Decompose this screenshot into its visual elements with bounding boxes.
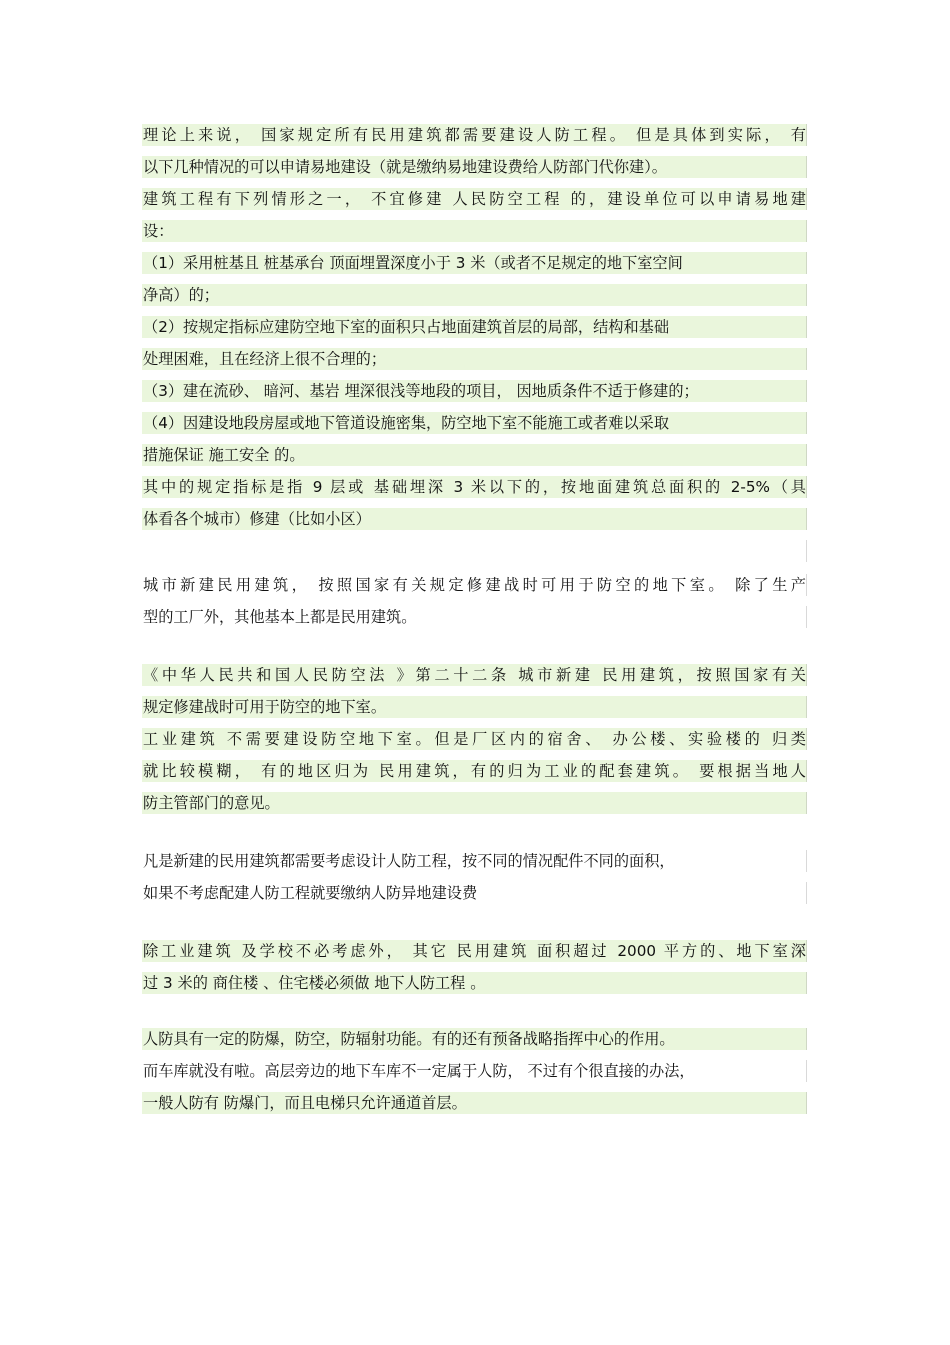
text-line: 而车库就没有啦。高层旁边的地下车库不一定属于人防， 不过有个很直接的办法， [142,1060,807,1082]
text-line: 一般人防有 防爆门，而且电梯只允许通道首层。 [142,1092,807,1114]
paragraph-block-2 [142,574,807,638]
paragraph-block-1 [142,124,807,572]
text-line: 其中的规定指标是指 9 层或 基础埋深 3 米以下的，按地面建筑总面积的 2-5%（具 [143,478,806,496]
text-line: （1）采用桩基且 桩基承台 顶面埋置深度小于 3 米（或者不足规定的地下室空间 [142,252,807,274]
text-line: 工业建筑 不需要建设防空地下室。但是厂区内的宿舍、 办公楼、实验楼的 归类 [143,730,806,748]
text-line: 措施保证 施工安全 的。 [142,444,807,466]
text-line: 凡是新建的民用建筑都需要考虑设计人防工程，按不同的情况配件不同的面积， [142,850,807,872]
text-line: 规定修建战时可用于防空的地下室。 [142,696,807,718]
text-line: 设： [142,220,807,242]
text-line: 除工业建筑 及学校不必考虑外， 其它 民用建筑 面积超过 2000 平方的、地下室深 [143,942,806,960]
text-line: 以下几种情况的可以申请易地建设（就是缴纳易地建设费给人防部门代你建）。 [142,156,807,178]
text-line: 型的工厂外，其他基本上都是民用建筑。 [142,606,807,628]
paragraph-block-3 [142,664,807,824]
text-line: 城市新建民用建筑， 按照国家有关规定修建战时可用于防空的地下室。 除了生产 [143,576,806,594]
text-line: 处理困难，且在经济上很不合理的； [142,348,807,370]
text-line: 理论上来说， 国家规定所有民用建筑都需要建设人防工程。 但是具体到实际， 有 [143,126,806,144]
text-line: 就比较模糊， 有的地区归为 民用建筑，有的归为工业的配套建筑。 要根据当地人 [143,762,806,780]
paragraph-block-4 [142,850,807,914]
text-line: 防主管部门的意见。 [142,792,807,814]
text-line: 建筑工程有下列情形之一， 不宜修建 人民防空工程 的，建设单位可以申请易地建 [143,190,806,208]
paragraph-block-5 [142,940,807,1004]
text-line: 《中华人民共和国人民防空法 》第二十二条 城市新建 民用建筑，按照国家有关 [143,666,806,684]
text-line: 体看各个城市）修建（比如小区） [142,508,807,530]
paragraph-block-6 [142,1028,807,1124]
text-line: 如果不考虑配建人防工程就要缴纳人防异地建设费 [142,882,807,904]
text-line: 过 3 米的 商住楼 、住宅楼必须做 地下人防工程 。 [142,972,807,994]
text-line: （2）按规定指标应建防空地下室的面积只占地面建筑首层的局部，结构和基础 [142,316,807,338]
text-line: 人防具有一定的防爆，防空，防辐射功能。有的还有预备战略指挥中心的作用。 [142,1028,807,1050]
text-line: （4）因建设地段房屋或地下管道设施密集，防空地下室不能施工或者难以采取 [142,412,807,434]
empty-line [142,540,807,562]
text-line: （3）建在流砂、 暗河、基岩 埋深很浅等地段的项目， 因地质条件不适于修建的； [142,380,807,402]
text-line: 净高）的； [142,284,807,306]
